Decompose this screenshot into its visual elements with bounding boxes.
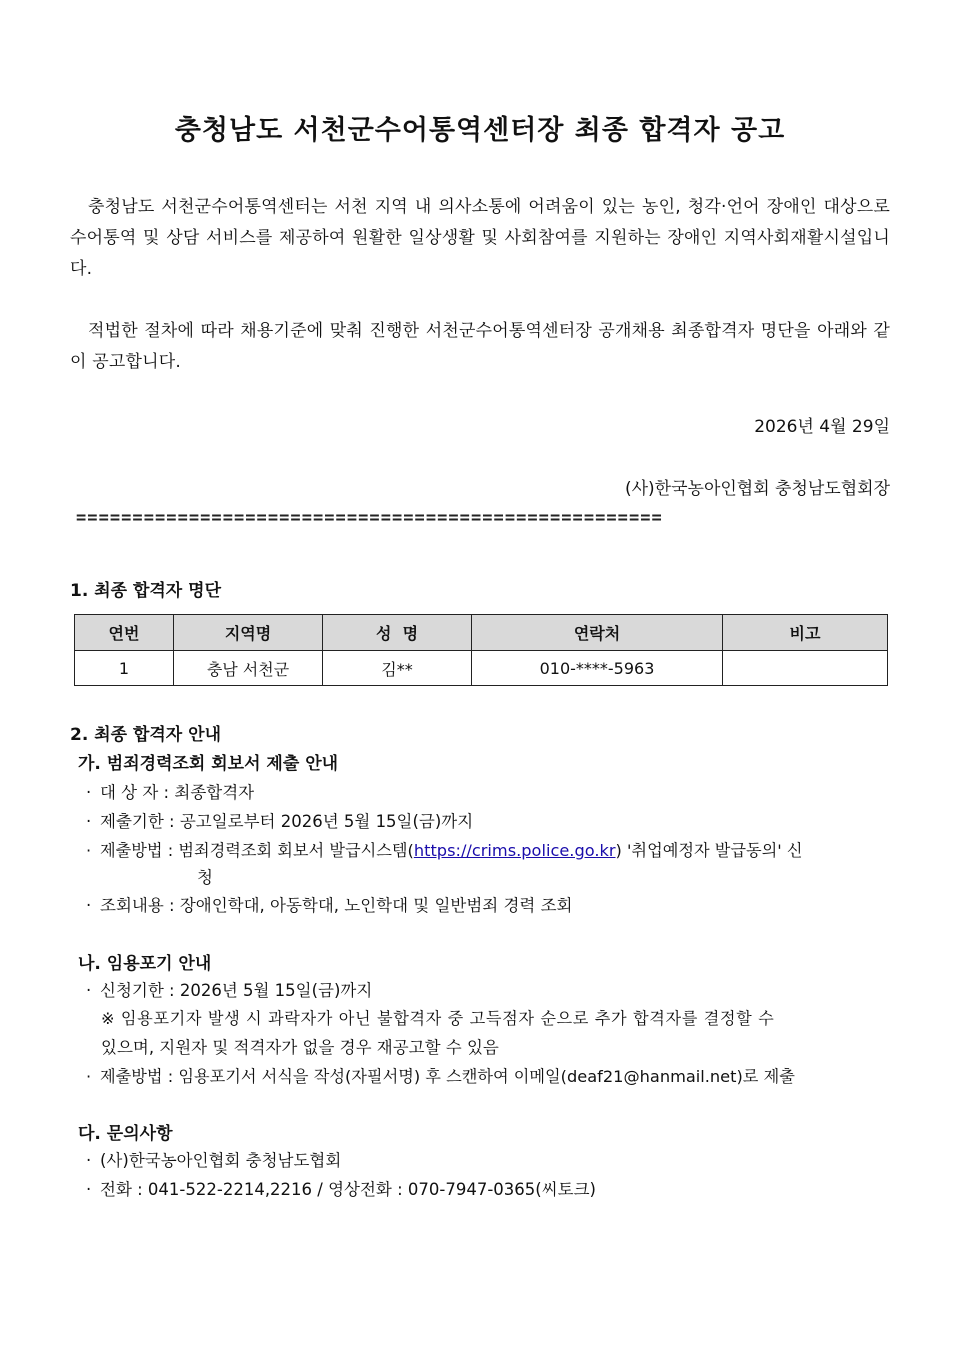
list-item: · 제출기한 : 공고일로부터 2026년 5월 15일(금)까지 — [86, 812, 474, 831]
item-label: 제출방법 — [100, 841, 163, 860]
item-continuation: 청 — [197, 868, 213, 887]
item-value: 최종합격자 — [174, 783, 255, 802]
list-item — [86, 1147, 341, 1171]
note-line-2: 있으며, 지원자 및 적격자가 없을 경우 재공고할 수 있음 — [101, 1038, 499, 1057]
table-header-row — [75, 615, 888, 651]
bullet: · — [86, 896, 92, 915]
subsection-a-heading: 가. 범죄경력조회 회보서 제출 안내 — [78, 754, 339, 774]
item-label: 대 상 자 — [100, 783, 159, 802]
item-value: 전화 : 041-522-2214,2216 / 영상전화 : 070-7947-0365(씨토크) — [100, 1180, 596, 1199]
bullet: · — [86, 1067, 92, 1086]
intro-paragraph-1: 충청남도 서천군수어통역센터는 서천 지역 내 의사소통에 어려움이 있는 농인, 청각·언어 장애인 대상으로 수어통역 및 상담 서비스를 제공하여 원활한 일상생활 및 사회참여를 지원하는 장애인 지역사회재활시설입니다. — [70, 197, 890, 279]
item-value: 범죄경력조회 회보서 발급시스템( — [178, 841, 414, 860]
col-header-region: 지역명 — [174, 615, 323, 651]
col-header-remarks: 비고 — [723, 615, 888, 651]
page-title: 충청남도 서천군수어통역센터장 최종 합격자 공고 — [174, 115, 786, 146]
crims-link[interactable]: https://crims.police.go.kr — [413, 841, 616, 860]
item-label: 제출기한 — [100, 812, 164, 831]
col-header-contact: 연락처 — [472, 615, 723, 651]
list-item: · 신청기한 : 2026년 5월 15일(금)까지 — [86, 981, 373, 1000]
section2-heading: 2. 최종 합격자 안내 — [70, 725, 221, 745]
item-value: 임용포기서 서식을 작성(자필서명) 후 스캔하여 이메일(deaf21@hanmail.net)로 제출 — [178, 1067, 795, 1086]
item-value: (사)한국농아인협회 충청남도협회 — [100, 1151, 342, 1170]
bullet: · — [86, 1151, 92, 1170]
list-item: · 대 상 자 : 최종합격자 — [86, 783, 255, 802]
cell-region: 충남 서천군 — [174, 651, 323, 686]
cell-remarks — [723, 651, 888, 686]
notice-date: 2026년 4월 29일 — [754, 417, 890, 437]
subsection-c-heading: 다. 문의사항 — [78, 1124, 173, 1144]
intro-paragraph-2: 적법한 절차에 따라 채용기준에 맞춰 진행한 서천군수어통역센터장 공개채용 최종합격자 명단을 아래와 같이 공고합니다. — [70, 321, 890, 372]
bullet: · — [86, 981, 92, 1000]
bullet: · — [86, 783, 92, 802]
separator-line: ==================================================== — [76, 508, 663, 528]
item-value: 공고일로부터 2026년 5월 15일(금)까지 — [179, 812, 474, 831]
issuer-signature: (사)한국농아인협회 충청남도협회장 — [625, 479, 890, 499]
list-item — [86, 1176, 596, 1200]
list-item: · 제출방법 : 임용포기서 서식을 작성(자필서명) 후 스캔하여 이메일(deaf21@hanmail.net)로 제출 — [86, 1067, 795, 1086]
table-row — [75, 651, 888, 686]
col-header-number: 연번 — [75, 615, 174, 651]
col-header-name: 성 명 — [323, 615, 472, 651]
subsection-b-heading: 나. 임용포기 안내 — [78, 954, 212, 974]
cell-name: 김** — [323, 651, 472, 686]
list-item: · 조회내용 : 장애인학대, 아동학대, 노인학대 및 일반범죄 경력 조회 — [86, 896, 573, 915]
note-line-1: ※ 임용포기자 발생 시 과락자가 아닌 불합격자 중 고득점자 순으로 추가 합격자를 결정할 수 — [101, 1009, 775, 1028]
item-label: 조회내용 — [100, 896, 164, 915]
cell-contact: 010-****-5963 — [472, 651, 723, 686]
bullet: · — [86, 1180, 92, 1199]
item-value: 2026년 5월 15일(금)까지 — [179, 981, 373, 1000]
finalist-table — [74, 614, 888, 686]
cell-number: 1 — [75, 651, 174, 686]
bullet: · — [86, 841, 92, 860]
list-item: · 제출방법 : 범죄경력조회 회보서 발급시스템(https://crims.police.go.kr) '취업예정자 발급동의' 신 — [86, 841, 803, 860]
item-label: 신청기한 — [100, 981, 164, 1000]
bullet: · — [86, 812, 92, 831]
section1-heading: 1. 최종 합격자 명단 — [70, 581, 221, 601]
item-value: 장애인학대, 아동학대, 노인학대 및 일반범죄 경력 조회 — [179, 896, 573, 915]
item-label: 제출방법 — [100, 1067, 163, 1086]
